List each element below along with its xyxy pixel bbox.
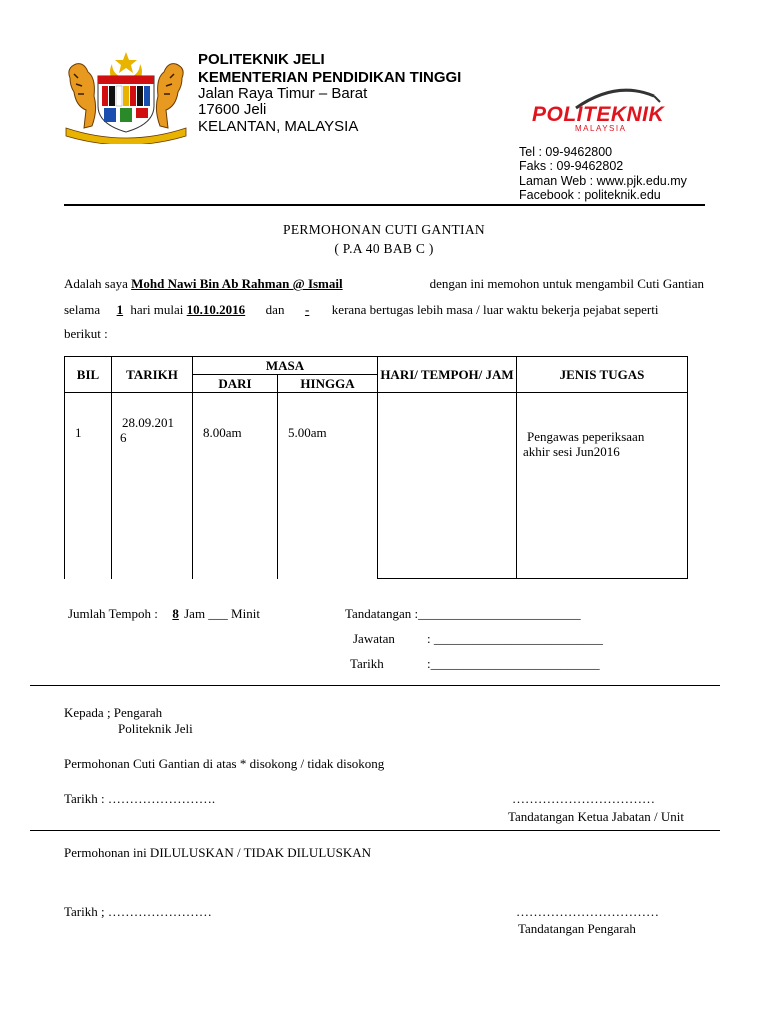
section3-tarikh[interactable]: Tarikh ; …………………… (64, 904, 212, 919)
th-dari: DARI (193, 375, 278, 393)
tarikh-value-part1: 28.09.201 (122, 415, 174, 430)
cell-bil (65, 393, 112, 579)
applicant-name: Mohd Nawi Bin Ab Rahman @ Ismail (131, 276, 343, 291)
th-hingga: HINGGA (278, 375, 378, 393)
address-line-3: KELANTAN, MALAYSIA (198, 118, 359, 135)
form-reference: ( P.A 40 BAB C ) (334, 241, 434, 256)
jam-minit-label: Jam ___ Minit (184, 606, 260, 621)
start-date-value: 10.10.2016 (186, 302, 246, 317)
contact-fax: Faks : 09-9462802 (519, 159, 624, 173)
hingga-value: 5.00am (288, 425, 327, 440)
section2-sign-label: Tandatangan Ketua Jabatan / Unit (508, 809, 684, 824)
bil-value: 1 (75, 425, 82, 440)
section-divider-2 (30, 830, 720, 831)
dari-value: 8.00am (203, 425, 242, 440)
tandatangan-field[interactable]: Tandatangan :_________________________ (345, 606, 581, 621)
tarikh-label: Tarikh (350, 656, 384, 671)
header-divider (64, 204, 705, 206)
support-statement: Permohonan Cuti Gantian di atas * disokong / tidak disokong (64, 756, 385, 771)
kepada-label: Kepada ; Pengarah (64, 705, 163, 720)
jawatan-label: Jawatan (353, 631, 395, 646)
section3-sign-label: Tandatangan Pengarah (518, 921, 636, 936)
institution-name: POLITEKNIK JELI (198, 51, 325, 68)
section3-sign-line[interactable]: …………………………… (516, 904, 659, 919)
intro-prefix: Adalah saya (64, 276, 128, 291)
coat-of-arms-logo (62, 48, 190, 144)
address-line-2: 17600 Jeli (198, 101, 267, 118)
cell-jenis (517, 393, 688, 579)
dan-label: dan (265, 302, 285, 317)
contact-web: Laman Web : www.pjk.edu.my (519, 174, 687, 188)
politeknik-logo-subtext: MALAYSIA (575, 124, 627, 133)
section2-tarikh[interactable]: Tarikh : ……………………. (64, 791, 216, 806)
cell-dari (193, 393, 278, 579)
th-tarikh: TARIKH (112, 357, 193, 393)
jenis-value-part2: akhir sesi Jun2016 (523, 444, 620, 459)
selama-label: selama (64, 302, 101, 317)
cell-tarikh (112, 393, 193, 579)
ministry-name: KEMENTERIAN PENDIDIKAN TINGGI (198, 69, 462, 86)
days-value: 1 (116, 302, 124, 317)
jawatan-field[interactable]: : __________________________ (427, 631, 603, 646)
th-hari: HARI/ TEMPOH/ JAM (378, 357, 517, 393)
intro-line-3: berikut : (64, 326, 108, 341)
section-divider-1 (30, 685, 720, 686)
th-bil: BIL (65, 357, 112, 393)
contact-tel: Tel : 09-9462800 (519, 145, 613, 159)
jam-value: 8 (172, 606, 179, 621)
tarikh-field[interactable]: :__________________________ (427, 656, 600, 671)
section2-sign-line[interactable]: …………………………… (512, 791, 655, 806)
address-line-1: Jalan Raya Timur – Barat (198, 85, 368, 102)
intro-line-2 (64, 302, 704, 318)
approval-statement: Permohonan ini DILULUSKAN / TIDAK DILULUSKAN (64, 845, 372, 860)
hari-mulai-label: hari mulai (130, 302, 184, 317)
jenis-value-part1: Pengawas peperiksaan (527, 429, 645, 444)
cell-hingga (278, 393, 378, 579)
contact-facebook: Facebook : politeknik.edu (519, 188, 661, 202)
reason-text: kerana bertugas lebih masa / luar waktu bekerja pejabat seperti (331, 302, 659, 317)
jumlah-label: Jumlah Tempoh : (68, 606, 158, 621)
tarikh-value-part2: 6 (120, 430, 127, 445)
politeknik-logo-text: POLITEKNIK (532, 103, 665, 126)
duty-table (64, 356, 688, 579)
jumlah-tempoh (68, 606, 260, 622)
intro-suffix: dengan ini memohon untuk mengambil Cuti Gantian (429, 276, 704, 291)
th-masa: MASA (193, 357, 378, 375)
form-title: PERMOHONAN CUTI GANTIAN (283, 222, 485, 237)
end-date-value: - (304, 302, 310, 317)
cell-hari (378, 393, 517, 579)
th-jenis: JENIS TUGAS (517, 357, 688, 393)
intro-line-1 (64, 276, 704, 292)
recipient-name: Politeknik Jeli (118, 721, 193, 736)
